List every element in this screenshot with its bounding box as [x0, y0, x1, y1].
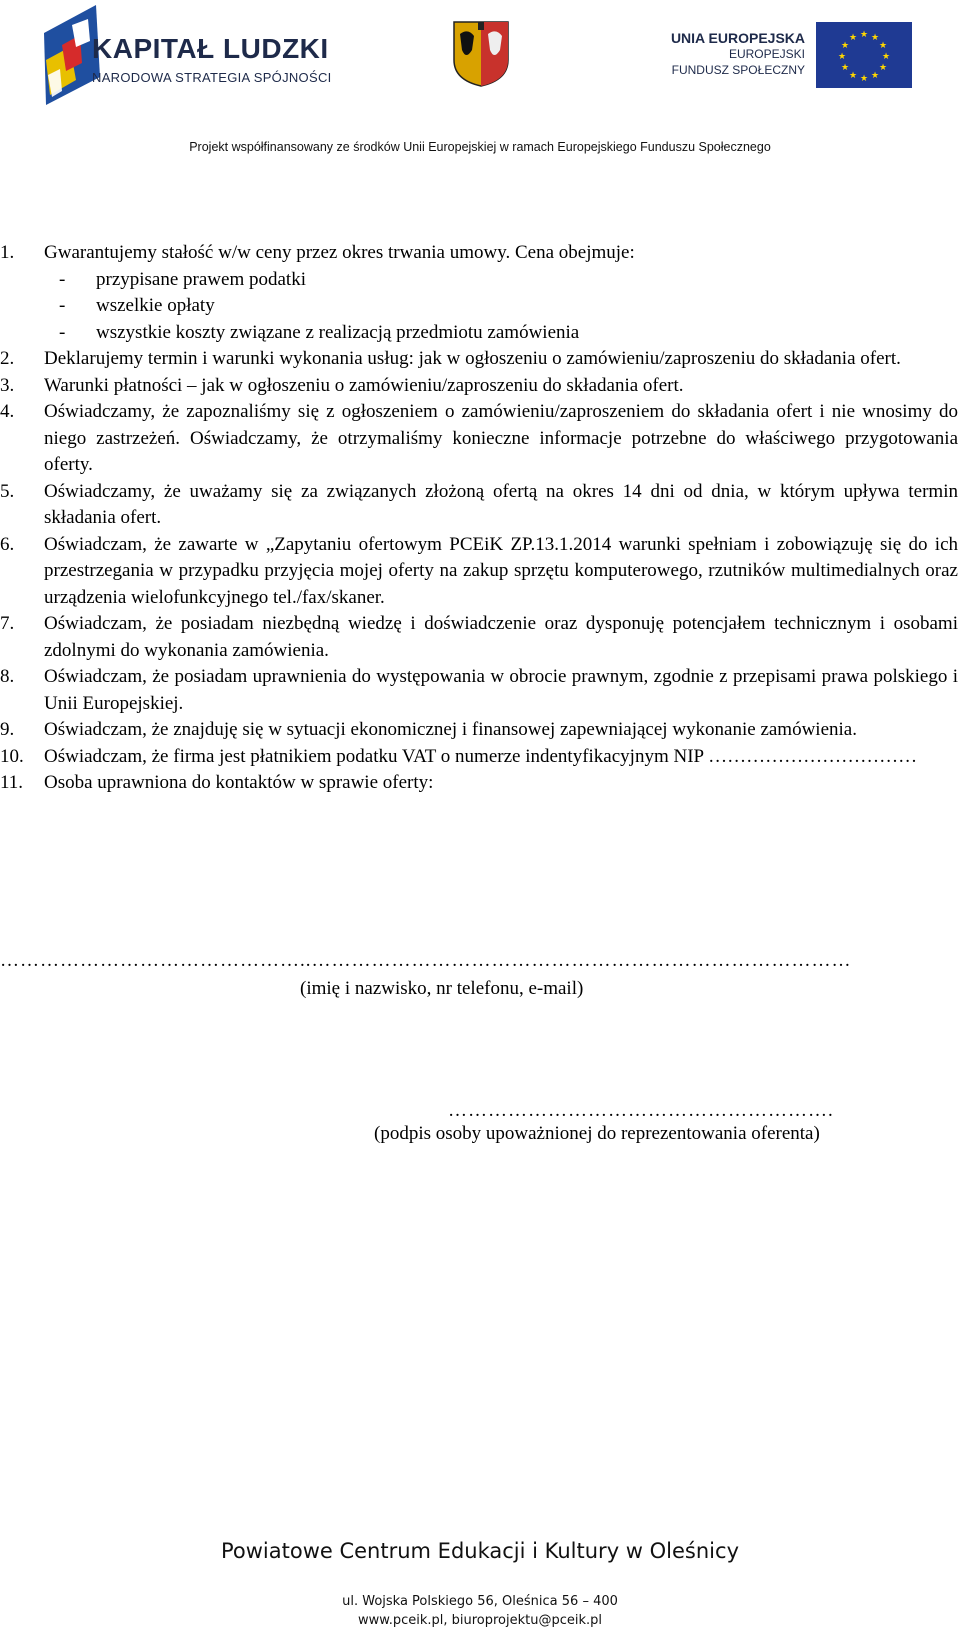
item-text: Oświadczam, że znajduję się w sytuacji ekonomicznej i finansowej zapewniającej wykonanie zamówienia.	[44, 719, 857, 740]
document-header	[0, 0, 960, 160]
item-number: 8.	[0, 666, 15, 687]
declarations-list	[0, 240, 960, 797]
item-text: Oświadczamy, że zapoznaliśmy się z ogłoszeniem o zamówieniu/zaproszeniem do składania ofert i nie wnosimy do niego zastrzeżeń. Oświadczamy, że otrzymaliśmy konieczne informacje potrzebne do właściwego przygotowania oferty.	[44, 401, 958, 475]
item-number: 3.	[0, 374, 15, 396]
item-number: 11.	[0, 772, 24, 793]
sub-item	[0, 267, 960, 294]
item-number: 4.	[0, 401, 15, 422]
list-item-10	[0, 744, 960, 771]
item-text: Oświadczam, że zawarte w „Zapytaniu ofertowym PCEiK ZP.13.1.2014 warunki spełniam i zobowiązuję się do ich przestrzegania w przypadku przyjęcia mojej oferty na zakup sprzętu komputerowego, rzutników multimedialnych oraz urządzenia wielofunkcyjnego tel./fax/skaner.	[44, 533, 958, 608]
kapital-ludzki-emblem-icon	[40, 5, 100, 110]
item-number: 5.	[0, 480, 15, 502]
list-item-9	[0, 717, 960, 744]
svg-text:★: ★	[848, 33, 858, 43]
footer-contact: www.pceik.pl, biuroprojektu@pceik.pl	[357, 1613, 603, 1628]
eu-text-block	[671, 30, 805, 78]
item-text: Deklarujemy termin i warunki wykonania usług: jak w ogłoszeniu o zamówieniu/zaproszeniu do składania ofert.	[44, 348, 901, 369]
svg-text:★: ★	[870, 71, 880, 81]
item-text: Oświadczamy, że uważamy się za związanych złożoną ofertą na okres 14 dni od dnia, w którym upływa termin składania ofert.	[44, 480, 958, 528]
list-item-8	[0, 664, 960, 717]
item-number: 10.	[0, 745, 24, 767]
item-text: Warunki płatności – jak w ogłoszeniu o zamówieniu/zaproszeniu do składania ofert.	[44, 374, 684, 396]
svg-text:★: ★	[878, 41, 888, 51]
list-item-5	[0, 479, 960, 532]
cofinancing-note: Projekt współfinansowany ze środków Unii Europejskiej w ramach Europejskiego Funduszu Społecznego	[189, 140, 771, 154]
dash-marker: -	[59, 295, 66, 316]
eu-fund-line1: EUROPEJSKI	[728, 47, 805, 61]
footer-address-block	[0, 1592, 960, 1630]
sub-item-text: wszelkie opłaty	[96, 295, 215, 316]
item-text: Oświadczam, że posiadam niezbędną wiedzę i doświadczenie oraz dysponuję potencjałem technicznym i osobami zdolnymi do wykonania zamówienia.	[44, 613, 958, 661]
signature-caption: (podpis osoby upoważnionej do reprezentowania oferenta)	[374, 1123, 820, 1144]
contact-person-caption: (imię i nazwisko, nr telefonu, e-mail)	[300, 978, 584, 999]
list-item-2	[0, 346, 960, 373]
kapital-ludzki-subtitle: NARODOWA STRATEGIA SPÓJNOŚCI	[92, 70, 332, 85]
signature-field[interactable]: ………………………………………………….	[448, 1100, 834, 1121]
item-text: Osoba uprawniona do kontaktów w sprawie oferty:	[44, 772, 434, 793]
item-text: Oświadczam, że posiadam uprawnienia do występowania w obrocie prawnym, zgodnie z przepisami prawa polskiego i Unii Europejskiej.	[44, 666, 958, 714]
dash-marker: -	[59, 268, 66, 290]
sub-item	[0, 320, 960, 347]
item-number: 9.	[0, 719, 15, 740]
list-item-11	[0, 770, 960, 797]
svg-text:★: ★	[840, 63, 850, 73]
list-item-4	[0, 399, 960, 479]
sub-item-text: przypisane prawem podatki	[96, 268, 306, 290]
item-text: Gwarantujemy stałość w/w ceny przez okres trwania umowy. Cena obejmuje:	[44, 242, 635, 263]
svg-text:★: ★	[859, 74, 869, 84]
list-item-3	[0, 373, 960, 400]
item-number: 2.	[0, 348, 15, 369]
svg-text:★: ★	[837, 52, 847, 62]
list-item-7	[0, 611, 960, 664]
svg-text:★: ★	[848, 71, 858, 81]
sub-item	[0, 293, 960, 320]
item-text: Oświadczam, że firma jest płatnikiem podatku VAT o numerze indentyfikacyjnym NIP ……………………………	[44, 745, 918, 767]
eu-flag-icon	[816, 22, 912, 88]
item-number: 1.	[0, 242, 15, 263]
list-item-1	[0, 240, 960, 267]
sub-item-text: wszystkie koszty związane z realizacją przedmiotu zamówienia	[96, 321, 580, 343]
svg-text:★: ★	[878, 63, 888, 73]
item-number: 7.	[0, 613, 15, 634]
svg-text:★: ★	[870, 33, 880, 43]
dash-marker: -	[59, 321, 66, 343]
list-item-6	[0, 532, 960, 612]
eu-fund-line2: FUNDUSZ SPOŁECZNY	[671, 63, 805, 77]
eu-title: UNIA EUROPEJSKA	[670, 30, 805, 46]
svg-text:★: ★	[859, 30, 869, 40]
coat-of-arms-icon	[452, 20, 510, 88]
item-number: 6.	[0, 533, 15, 555]
contact-person-field[interactable]: ………………………………………..………………………………………………………………………	[0, 950, 852, 971]
footer-address: ul. Wojska Polskiego 56, Oleśnica 56 – 400	[342, 1594, 618, 1609]
footer-institution: Powiatowe Centrum Edukacji i Kultury w Oleśnicy	[220, 1539, 739, 1563]
svg-text:★: ★	[840, 41, 850, 51]
kapital-ludzki-title: KAPITAŁ LUDZKI	[92, 33, 329, 64]
svg-text:★: ★	[881, 52, 891, 62]
